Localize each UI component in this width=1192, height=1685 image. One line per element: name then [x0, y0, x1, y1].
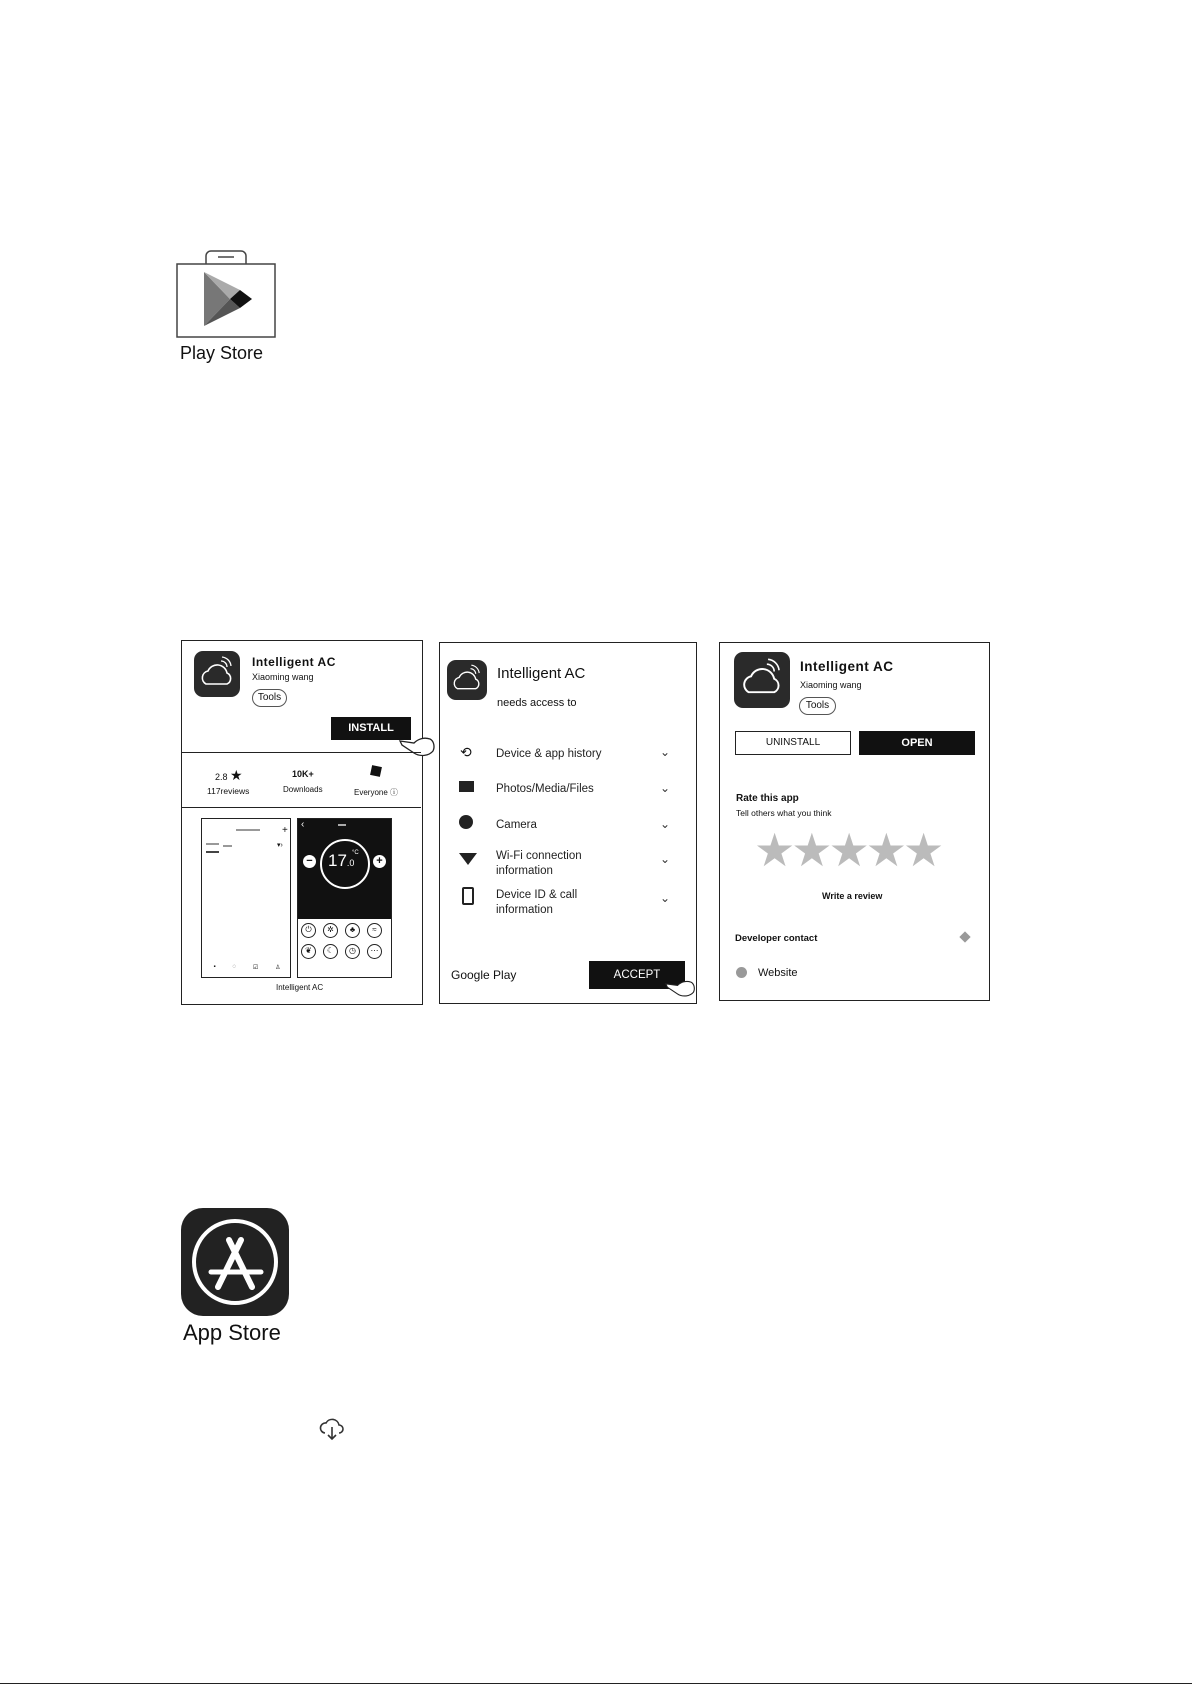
app-name: Intelligent AC: [252, 655, 336, 669]
eco-icon: ❦: [301, 944, 316, 959]
permission-label: Camera: [496, 819, 537, 831]
bottom-rule: [0, 1683, 1192, 1684]
permission-label: Device & app history: [496, 748, 602, 760]
minus-button: −: [303, 855, 316, 868]
app-store-glyph-icon: [181, 1208, 289, 1316]
device-row-icon: [206, 843, 219, 853]
google-play-label: Google Play: [451, 968, 517, 982]
phone-icon: [462, 887, 474, 905]
cloud-download-icon: [317, 1413, 347, 1443]
play-store-bag-icon: [176, 250, 276, 338]
downloads-label: Downloads: [283, 785, 323, 794]
rate-title: Rate this app: [736, 793, 799, 804]
divider: [182, 807, 421, 808]
timer-icon: ◷: [345, 944, 360, 959]
control-buttons: [301, 923, 389, 959]
install-button[interactable]: INSTALL: [331, 717, 411, 740]
history-icon: ⟲: [460, 744, 472, 760]
wifi-mini-icon: ▾›: [277, 842, 283, 849]
sleep-icon: ☾: [323, 944, 338, 959]
app-icon: [734, 652, 790, 708]
app-icon: [194, 651, 240, 697]
developer-name: Xiaoming wang: [252, 672, 314, 682]
fan-icon: ♣: [345, 923, 360, 938]
content-rating-label: Everyone ⓘ: [354, 788, 399, 797]
add-icon: +: [282, 825, 288, 836]
device-row-label: [223, 845, 232, 847]
developer-contact-label: Developer contact: [735, 933, 818, 944]
pointing-hand-icon: [398, 733, 436, 759]
permission-label: Photos/Media/Files: [496, 783, 594, 795]
open-button[interactable]: OPEN: [859, 731, 975, 755]
app-screenshot-list: [201, 818, 291, 978]
chevron-down-icon[interactable]: ⌄: [660, 817, 671, 831]
power-icon: ⏻: [301, 923, 316, 938]
chevron-down-icon[interactable]: ⌄: [660, 781, 671, 795]
rating-value: 2.8 ★: [215, 767, 243, 783]
write-review-link[interactable]: Write a review: [822, 891, 883, 901]
star-icon: ★: [230, 767, 243, 783]
developer-name: Xiaoming wang: [800, 680, 862, 690]
app-name: Intelligent AC: [800, 659, 894, 674]
play-store-icon[interactable]: [176, 250, 276, 338]
rate-subtitle: Tell others what you think: [736, 808, 832, 818]
app-screenshot-control: [297, 818, 392, 978]
app-icon: [447, 660, 487, 700]
app-name: Intelligent AC: [497, 665, 586, 682]
temperature-unit: °C: [352, 850, 359, 856]
permission-label: Wi-Fi connection information: [496, 850, 582, 877]
cloud-icon: [734, 652, 790, 708]
permission-label: Device ID & call information: [496, 889, 578, 916]
temperature-dial: [320, 839, 370, 889]
downloads-value: 10K+: [292, 769, 314, 779]
website-link[interactable]: Website: [758, 967, 798, 979]
uninstall-button[interactable]: UNINSTALL: [735, 731, 851, 755]
chevron-down-icon[interactable]: ⌄: [660, 745, 671, 759]
camera-icon: [459, 815, 473, 829]
temperature-display: 17.0: [328, 851, 355, 870]
website-icon: [736, 967, 747, 978]
permissions-panel: [439, 642, 697, 1004]
category-tag[interactable]: Tools: [252, 689, 287, 707]
screen-title: [338, 824, 346, 826]
more-icon: ⋯: [367, 944, 382, 959]
chevron-down-icon[interactable]: ⌄: [660, 852, 671, 866]
screenshot-caption: Intelligent AC: [276, 983, 324, 992]
reviews-count: 117reviews: [207, 786, 250, 796]
controls-area: [298, 919, 391, 977]
play-store-label: Play Store: [180, 343, 264, 363]
wifi-icon: [459, 853, 477, 865]
photos-icon: [459, 781, 474, 792]
plus-button: +: [373, 855, 386, 868]
mode-icon: ✲: [323, 923, 338, 938]
swing-icon: ≈: [367, 923, 382, 938]
category-tag[interactable]: Tools: [799, 697, 836, 715]
content-rating-icon: [370, 765, 382, 777]
cloud-icon: [194, 651, 240, 697]
needs-access-label: needs access to: [497, 697, 577, 709]
back-icon: ‹: [301, 819, 305, 830]
installed-panel: [719, 642, 990, 1001]
app-store-icon[interactable]: [181, 1208, 289, 1316]
list-header: [236, 829, 260, 831]
pointing-hand-icon: [664, 976, 696, 1000]
cloud-icon: [447, 660, 487, 700]
chevron-icon[interactable]: [959, 931, 970, 942]
rating-stars[interactable]: ★★★★★: [754, 824, 941, 876]
tab-bar: ▪ ◌ ☑ ♙: [213, 964, 281, 971]
info-icon: ⓘ: [390, 788, 399, 797]
accept-button[interactable]: ACCEPT: [589, 961, 685, 989]
divider: [182, 752, 421, 753]
app-store-label: App Store: [183, 1320, 281, 1345]
install-panel: [181, 640, 423, 1005]
chevron-down-icon[interactable]: ⌄: [660, 891, 671, 905]
